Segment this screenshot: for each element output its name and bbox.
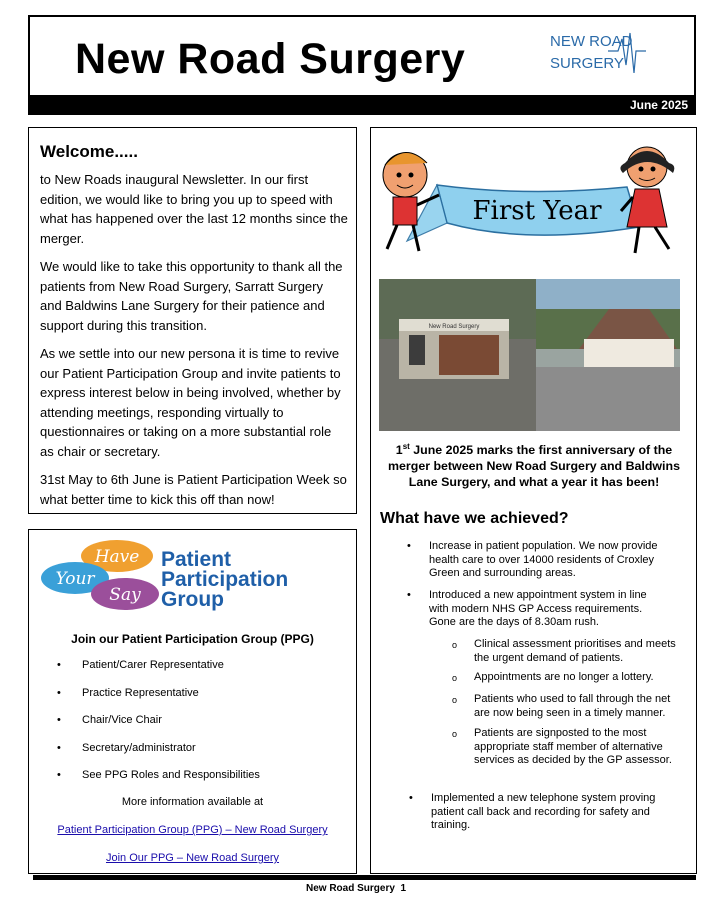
- page-footer: New Road Surgery 1: [306, 883, 407, 894]
- logo-line-1: NEW ROAD: [550, 33, 633, 50]
- join-ppg-link[interactable]: Join Our PPG – New Road Surgery: [105, 852, 280, 864]
- heartbeat-icon: [548, 29, 648, 77]
- ppg-logo: [37, 536, 337, 614]
- ppg-heading: Join our Patient Participation Group (PPG): [71, 632, 314, 646]
- welcome-paragraph: 31st May to 6th June is Patient Participation Week so what better time to kick this off than now!: [40, 472, 347, 507]
- list-item: o Clinical assessment prioritises and meets the urgent demand of patients.: [452, 638, 676, 664]
- issue-date: June 2025: [629, 98, 688, 112]
- achievements-heading: What have we achieved?: [380, 510, 569, 527]
- ppg-logo-line-3: Group: [161, 588, 224, 611]
- newsletter-title: New Road Surgery: [75, 35, 466, 83]
- list-item: o Patients are signposted to the most appropriate staff member of alternative services as decided by the GP assessor.: [452, 727, 672, 766]
- ppg-logo-line-2: Participation: [161, 568, 289, 591]
- say-text: Say: [109, 585, 141, 605]
- ppg-info-link[interactable]: Patient Participation Group (PPG) – New Road Surgery: [57, 824, 328, 836]
- more-info-text: More information available at: [121, 796, 264, 808]
- anniversary-box: [370, 127, 697, 874]
- welcome-paragraph: to New Roads inaugural Newsletter. In our first edition, we would like to bring you up to speed with what has happened over the last 12 months since the merger.: [40, 172, 348, 246]
- welcome-paragraph: As we settle into our new persona it is time to revive our Patient Participation Group and invite patients to express interest below in being involved, whether by attending meetings, responding virtually to questionnaires or taking on a more substantial role as chair or secretary.: [40, 346, 341, 459]
- list-item: o Patients who used to fall through the net are now being seen in a timely manner.: [452, 693, 671, 719]
- ppg-box: Have Your Say Patient Participation Group Join our Patient Participation Group (PPG) • Patient/Carer Representative • Practice Representative • Chair/Vice Chair • Secretary/administrator • See PPG Roles and Responsibilities More information available at Patient Participation Group (PPG) – New Road Surgery Join Our PPG – New Road Surgery: [28, 529, 357, 874]
- first-year-banner: [377, 145, 693, 263]
- welcome-heading: Welcome.....: [40, 142, 138, 161]
- list-item: o Appointments are no longer a lottery.: [452, 671, 654, 683]
- list-item: • Introduced a new appointment system in line with modern NHS GP Access requirements. Gone are the days of 8.30am rush.: [407, 589, 647, 628]
- list-item: • Implemented a new telephone system proving patient call back and recording for safety and training.: [409, 792, 656, 831]
- date-bar: [28, 95, 696, 115]
- logo-line-2: SURGERY: [550, 55, 624, 72]
- surgery-photo: [379, 279, 680, 431]
- welcome-paragraph: We would like to take this opportunity to thank all the patients from New Road Surgery, Sarratt Surgery and Baldwins Lane Surgery for their patience and support during this transition.: [40, 259, 343, 333]
- welcome-box: [28, 127, 357, 514]
- footer-rule: [33, 875, 696, 880]
- your-text: Your: [55, 569, 95, 589]
- anniversary-caption: 1st June 2025 marks the first anniversary of the merger between New Road Surgery and Baldwins Lane Surgery, and what a year it has been!: [388, 442, 680, 490]
- surgery-logo: [548, 29, 648, 77]
- have-text: Have: [94, 547, 140, 567]
- photo-sign-text: New Road Surgery: [428, 324, 480, 330]
- ppg-logo-line-1: Patient: [161, 548, 232, 571]
- banner-text: First Year: [472, 196, 602, 226]
- list-item: • Increase in patient population. We now provide health care to over 14000 residents of Croxley Green and surrounding areas.: [407, 540, 658, 579]
- girl-cartoon-icon: [620, 147, 674, 253]
